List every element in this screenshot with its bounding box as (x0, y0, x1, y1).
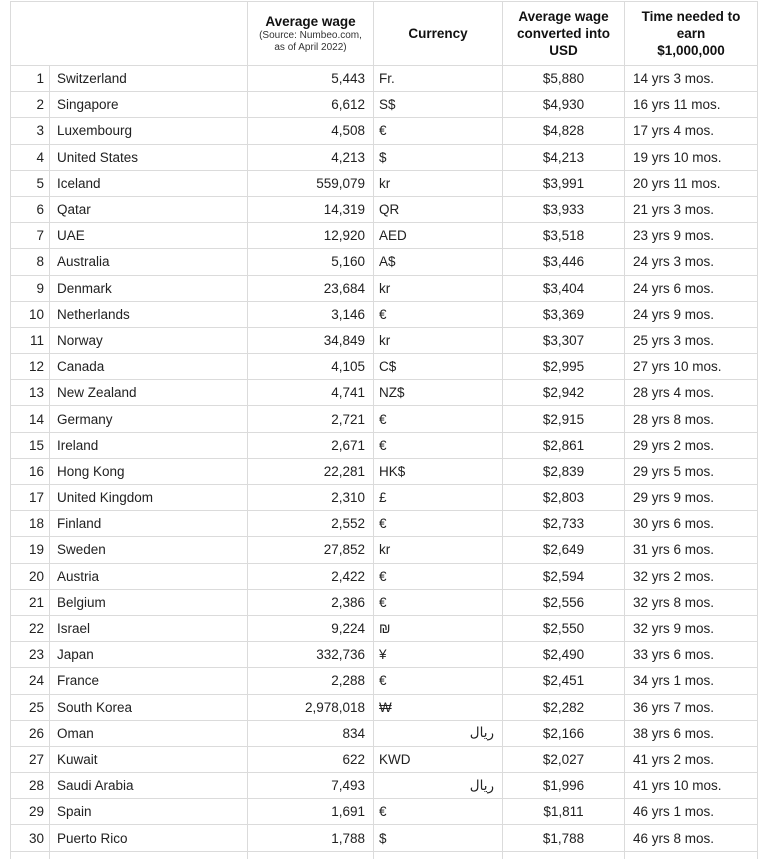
wage-cell: 332,736 (248, 642, 374, 668)
time-cell: 38 yrs 6 mos. (625, 720, 758, 746)
usd-cell: $2,995 (503, 354, 625, 380)
rank-cell: 15 (11, 432, 50, 458)
country-cell: Japan (50, 642, 248, 668)
country-cell: France (50, 668, 248, 694)
usd-cell: $3,369 (503, 301, 625, 327)
country-cell: Kuwait (50, 746, 248, 772)
wage-cell: 2,671 (248, 432, 374, 458)
table-row (11, 511, 758, 537)
wage-cell: 1,691 (248, 799, 374, 825)
currency-cell: kr (374, 327, 503, 353)
wage-cell: 2,310 (248, 485, 374, 511)
currency-cell: C$ (374, 354, 503, 380)
empty-cell (248, 851, 374, 859)
wage-cell: 23,684 (248, 275, 374, 301)
time-cell: 41 yrs 2 mos. (625, 746, 758, 772)
rank-cell: 21 (11, 589, 50, 615)
usd-cell: $2,556 (503, 589, 625, 615)
header-time-line1: Time needed to (641, 9, 741, 24)
time-cell: 46 yrs 1 mos. (625, 799, 758, 825)
usd-cell: $2,803 (503, 485, 625, 511)
rank-cell: 1 (11, 66, 50, 92)
wage-cell: 12,920 (248, 223, 374, 249)
rank-cell: 14 (11, 406, 50, 432)
table-row (11, 223, 758, 249)
table-row (11, 615, 758, 641)
currency-cell: £ (374, 485, 503, 511)
currency-cell: A$ (374, 249, 503, 275)
time-cell: 24 yrs 3 mos. (625, 249, 758, 275)
currency-cell: kr (374, 275, 503, 301)
country-cell: Iceland (50, 170, 248, 196)
table-row (11, 144, 758, 170)
header-wage-source-line2: as of April 2022) (274, 42, 347, 53)
currency-cell: kr (374, 170, 503, 196)
wage-cell: 834 (248, 720, 374, 746)
header-currency: Currency (374, 2, 503, 66)
rank-cell: 23 (11, 642, 50, 668)
wage-cell: 2,288 (248, 668, 374, 694)
header-usd-line2: converted into (516, 26, 610, 41)
table-row (11, 406, 758, 432)
table-row (11, 668, 758, 694)
header-usd (503, 2, 625, 66)
usd-cell: $3,518 (503, 223, 625, 249)
rank-cell: 16 (11, 458, 50, 484)
currency-cell: NZ$ (374, 380, 503, 406)
rank-cell: 9 (11, 275, 50, 301)
time-cell: 17 yrs 4 mos. (625, 118, 758, 144)
rank-cell: 6 (11, 196, 50, 222)
country-cell: Oman (50, 720, 248, 746)
time-cell: 33 yrs 6 mos. (625, 642, 758, 668)
wage-cell: 4,213 (248, 144, 374, 170)
country-cell: New Zealand (50, 380, 248, 406)
usd-cell: $2,839 (503, 458, 625, 484)
country-cell: Sweden (50, 537, 248, 563)
usd-cell: $1,788 (503, 825, 625, 851)
wage-cell: 14,319 (248, 196, 374, 222)
currency-cell: kr (374, 537, 503, 563)
usd-cell: $2,282 (503, 694, 625, 720)
rank-cell: 19 (11, 537, 50, 563)
currency-cell: AED (374, 223, 503, 249)
rank-cell: 30 (11, 825, 50, 851)
usd-cell: $4,213 (503, 144, 625, 170)
rank-cell: 2 (11, 92, 50, 118)
currency-cell: € (374, 563, 503, 589)
table-row (11, 196, 758, 222)
country-cell: United States (50, 144, 248, 170)
time-cell: 41 yrs 10 mos. (625, 773, 758, 799)
wage-cell: 2,386 (248, 589, 374, 615)
currency-cell: ₩ (374, 694, 503, 720)
currency-cell: ¥ (374, 642, 503, 668)
table-row (11, 642, 758, 668)
currency-cell: ₪ (374, 615, 503, 641)
wage-cell: 4,741 (248, 380, 374, 406)
time-cell: 29 yrs 2 mos. (625, 432, 758, 458)
usd-cell: $2,649 (503, 537, 625, 563)
time-cell: 34 yrs 1 mos. (625, 668, 758, 694)
rank-cell: 11 (11, 327, 50, 353)
header-time-line3: $1,000,000 (657, 43, 725, 58)
usd-cell: $2,861 (503, 432, 625, 458)
empty-cell (503, 851, 625, 859)
table-row (11, 458, 758, 484)
wage-cell: 559,079 (248, 170, 374, 196)
time-cell: 46 yrs 8 mos. (625, 825, 758, 851)
table-row (11, 432, 758, 458)
header-row (11, 2, 758, 66)
table-row (11, 354, 758, 380)
table-row (11, 327, 758, 353)
header-time-line2: earn (676, 26, 706, 41)
rank-cell: 27 (11, 746, 50, 772)
time-cell: 29 yrs 5 mos. (625, 458, 758, 484)
time-cell: 28 yrs 8 mos. (625, 406, 758, 432)
rank-cell: 22 (11, 615, 50, 641)
currency-cell: € (374, 668, 503, 694)
country-cell: Austria (50, 563, 248, 589)
time-cell: 32 yrs 9 mos. (625, 615, 758, 641)
wage-cell: 3,146 (248, 301, 374, 327)
rank-cell: 12 (11, 354, 50, 380)
country-cell: Saudi Arabia (50, 773, 248, 799)
wage-cell: 7,493 (248, 773, 374, 799)
table-row (11, 589, 758, 615)
currency-cell: € (374, 511, 503, 537)
usd-cell: $3,446 (503, 249, 625, 275)
header-wage-source-line1: (Source: Numbeo.com, (259, 30, 362, 41)
time-cell: 28 yrs 4 mos. (625, 380, 758, 406)
usd-cell: $3,404 (503, 275, 625, 301)
average-wage-table (10, 1, 758, 859)
wage-cell: 1,788 (248, 825, 374, 851)
time-cell: 24 yrs 9 mos. (625, 301, 758, 327)
header-blank-cell (11, 2, 248, 66)
usd-cell: $3,991 (503, 170, 625, 196)
table-row (11, 301, 758, 327)
rank-cell: 20 (11, 563, 50, 589)
rank-cell: 28 (11, 773, 50, 799)
wage-cell: 34,849 (248, 327, 374, 353)
currency-cell: S$ (374, 92, 503, 118)
usd-cell: $2,733 (503, 511, 625, 537)
currency-cell: € (374, 432, 503, 458)
currency-cell: HK$ (374, 458, 503, 484)
currency-cell: Fr. (374, 66, 503, 92)
country-cell: Hong Kong (50, 458, 248, 484)
wage-cell: 2,552 (248, 511, 374, 537)
wage-cell: 5,160 (248, 249, 374, 275)
rank-cell: 13 (11, 380, 50, 406)
table-row (11, 170, 758, 196)
table-row (11, 118, 758, 144)
header-average-wage (248, 2, 374, 66)
time-cell: 32 yrs 8 mos. (625, 589, 758, 615)
rank-cell: 18 (11, 511, 50, 537)
country-cell: Netherlands (50, 301, 248, 327)
partial-table-row (11, 851, 758, 859)
rank-cell: 7 (11, 223, 50, 249)
table-row (11, 773, 758, 799)
country-cell: Qatar (50, 196, 248, 222)
usd-cell: $1,996 (503, 773, 625, 799)
rank-cell: 25 (11, 694, 50, 720)
country-cell: UAE (50, 223, 248, 249)
wage-cell: 6,612 (248, 92, 374, 118)
table-row (11, 66, 758, 92)
wage-cell: 622 (248, 746, 374, 772)
rank-cell: 8 (11, 249, 50, 275)
table-row (11, 799, 758, 825)
wage-cell: 4,105 (248, 354, 374, 380)
wage-cell: 2,978,018 (248, 694, 374, 720)
usd-cell: $1,811 (503, 799, 625, 825)
time-cell: 32 yrs 2 mos. (625, 563, 758, 589)
wage-cell: 27,852 (248, 537, 374, 563)
table-row (11, 563, 758, 589)
currency-cell: € (374, 301, 503, 327)
usd-cell: $2,451 (503, 668, 625, 694)
usd-cell: $2,550 (503, 615, 625, 641)
usd-cell: $2,594 (503, 563, 625, 589)
rank-cell: 4 (11, 144, 50, 170)
country-cell: Ireland (50, 432, 248, 458)
rank-cell: 3 (11, 118, 50, 144)
currency-cell: KWD (374, 746, 503, 772)
country-cell: Canada (50, 354, 248, 380)
empty-cell (625, 851, 758, 859)
usd-cell: $5,880 (503, 66, 625, 92)
currency-cell: $ (374, 144, 503, 170)
usd-cell: $2,490 (503, 642, 625, 668)
time-cell: 14 yrs 3 mos. (625, 66, 758, 92)
rank-cell: 17 (11, 485, 50, 511)
time-cell: 29 yrs 9 mos. (625, 485, 758, 511)
time-cell: 30 yrs 6 mos. (625, 511, 758, 537)
country-cell: Norway (50, 327, 248, 353)
wage-cell: 5,443 (248, 66, 374, 92)
table-row (11, 485, 758, 511)
table-row (11, 537, 758, 563)
wage-cell: 4,508 (248, 118, 374, 144)
rank-cell: 26 (11, 720, 50, 746)
time-cell: 20 yrs 11 mos. (625, 170, 758, 196)
wage-cell: 2,422 (248, 563, 374, 589)
country-cell: South Korea (50, 694, 248, 720)
currency-cell: ريال (374, 773, 503, 799)
country-cell: Finland (50, 511, 248, 537)
currency-cell: € (374, 589, 503, 615)
currency-cell: € (374, 799, 503, 825)
country-cell: Spain (50, 799, 248, 825)
time-cell: 31 yrs 6 mos. (625, 537, 758, 563)
table-row (11, 249, 758, 275)
usd-cell: $2,915 (503, 406, 625, 432)
time-cell: 36 yrs 7 mos. (625, 694, 758, 720)
currency-cell: QR (374, 196, 503, 222)
empty-cell (374, 851, 503, 859)
country-cell: Denmark (50, 275, 248, 301)
time-cell: 23 yrs 9 mos. (625, 223, 758, 249)
table-row (11, 380, 758, 406)
usd-cell: $4,930 (503, 92, 625, 118)
table-row (11, 720, 758, 746)
country-cell: Israel (50, 615, 248, 641)
rank-cell: 24 (11, 668, 50, 694)
table-row (11, 825, 758, 851)
header-usd-line3: USD (549, 43, 578, 58)
usd-cell: $2,027 (503, 746, 625, 772)
rank-cell: 5 (11, 170, 50, 196)
country-cell: Switzerland (50, 66, 248, 92)
time-cell: 19 yrs 10 mos. (625, 144, 758, 170)
usd-cell: $2,942 (503, 380, 625, 406)
table-body (11, 66, 758, 859)
rank-cell: 29 (11, 799, 50, 825)
country-cell: Australia (50, 249, 248, 275)
time-cell: 21 yrs 3 mos. (625, 196, 758, 222)
country-cell: Singapore (50, 92, 248, 118)
currency-cell: € (374, 118, 503, 144)
header-usd-line1: Average wage (518, 9, 609, 24)
wage-cell: 9,224 (248, 615, 374, 641)
currency-cell: $ (374, 825, 503, 851)
empty-cell (11, 851, 50, 859)
header-average-wage-title: Average wage (265, 14, 356, 29)
time-cell: 25 yrs 3 mos. (625, 327, 758, 353)
table-row (11, 275, 758, 301)
usd-cell: $3,307 (503, 327, 625, 353)
country-cell: Puerto Rico (50, 825, 248, 851)
rank-cell: 10 (11, 301, 50, 327)
wage-cell: 2,721 (248, 406, 374, 432)
empty-cell (50, 851, 248, 859)
usd-cell: $3,933 (503, 196, 625, 222)
country-cell: Belgium (50, 589, 248, 615)
table-row (11, 92, 758, 118)
usd-cell: $4,828 (503, 118, 625, 144)
time-cell: 16 yrs 11 mos. (625, 92, 758, 118)
country-cell: Luxembourg (50, 118, 248, 144)
usd-cell: $2,166 (503, 720, 625, 746)
country-cell: United Kingdom (50, 485, 248, 511)
wage-cell: 22,281 (248, 458, 374, 484)
header-time (625, 2, 758, 66)
currency-cell: € (374, 406, 503, 432)
time-cell: 27 yrs 10 mos. (625, 354, 758, 380)
country-cell: Germany (50, 406, 248, 432)
table-row (11, 694, 758, 720)
time-cell: 24 yrs 6 mos. (625, 275, 758, 301)
currency-cell: ريال (374, 720, 503, 746)
table-row (11, 746, 758, 772)
